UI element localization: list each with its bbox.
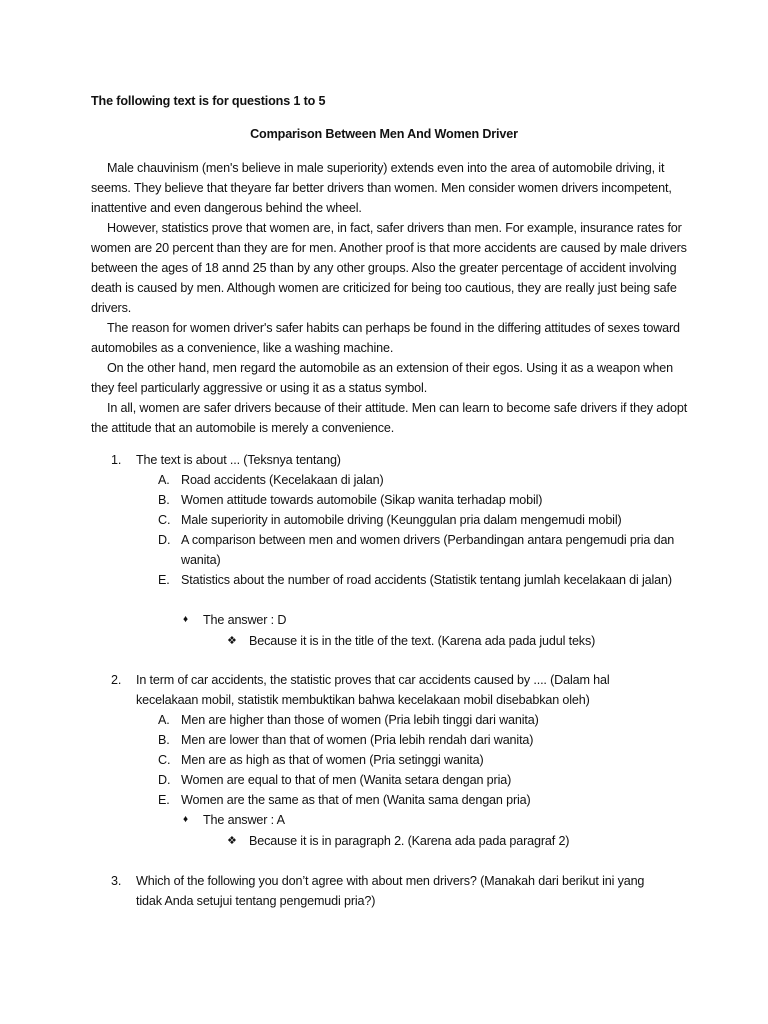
option-letter: E. bbox=[158, 573, 170, 587]
option-text: Women are equal to that of men (Wanita setara dengan pria) bbox=[181, 773, 512, 787]
question-text: The text is about ... (Teksnya tentang) bbox=[136, 453, 341, 467]
question-text: In term of car accidents, the statistic proves that car accidents caused by .... (Dalam hal kecelakaan mobil, statistik membuktikan bahwa kecelakaan mobil disebabkan oleh) bbox=[136, 673, 610, 707]
option-letter: E. bbox=[158, 793, 170, 807]
option-letter: B. bbox=[158, 493, 170, 507]
option-letter: D. bbox=[158, 773, 171, 787]
paragraph-text: Male chauvinism (men's believe in male superiority) extends even into the area of automobile driving, it seems. They believe that theyare far better drivers than women. Men consider women drivers incompetent, inattentive and even dangerous behind the wheel. bbox=[91, 161, 672, 215]
option-letter: C. bbox=[158, 513, 171, 527]
option-text: Men are lower than that of women (Pria lebih rendah dari wanita) bbox=[181, 733, 534, 747]
option-text: Men are as high as that of women (Pria setinggi wanita) bbox=[181, 753, 484, 767]
option-text: Women are the same as that of men (Wanita sama dengan pria) bbox=[181, 793, 531, 807]
question-number: 2. bbox=[111, 673, 122, 687]
question-text: Which of the following you don’t agree with about men drivers? (Manakah dari berikut ini yang tidak Anda setujui tentang pengemudi pria?) bbox=[136, 874, 645, 908]
paragraph-3 bbox=[91, 318, 691, 358]
reason-text: Because it is in the title of the text. (Karena ada pada judul teks) bbox=[249, 634, 596, 648]
intro-heading: The following text is for questions 1 to 5 bbox=[91, 94, 326, 108]
paragraph-2 bbox=[91, 218, 691, 318]
option-text: Road accidents (Kecelakaan di jalan) bbox=[181, 473, 384, 487]
option-letter: B. bbox=[158, 733, 170, 747]
paragraph-text: The reason for women driver's safer habits can perhaps be found in the differing attitudes of sexes toward automobiles as a convenience, like a washing machine. bbox=[91, 321, 680, 355]
four-diamond-icon: ❖ bbox=[227, 835, 237, 847]
option-text: Men are higher than those of women (Pria lebih tinggi dari wanita) bbox=[181, 713, 539, 727]
paragraph-text: On the other hand, men regard the automobile as an extension of their egos. Using it as a weapon when they feel particularly aggressive or using it as a status symbol. bbox=[91, 361, 673, 395]
diamond-icon: ♦ bbox=[183, 814, 188, 825]
question-number: 1. bbox=[111, 453, 122, 467]
answer-text: The answer : A bbox=[203, 813, 285, 827]
paragraph-4 bbox=[91, 358, 691, 398]
paragraph-5 bbox=[91, 398, 691, 438]
option-letter: A. bbox=[158, 713, 170, 727]
page-title: Comparison Between Men And Women Driver bbox=[250, 127, 518, 141]
option-letter: C. bbox=[158, 753, 171, 767]
paragraph-text: However, statistics prove that women are, in fact, safer drivers than men. For example, insurance rates for women are 20 percent than they are for men. Another proof is that more accidents are caused by male drivers between the ages of 18 annd 25 than by any other groups. Also the greater percentage of accident involving death is caused by men. Although women are criticized for being too cautious, they are really just being safe drivers. bbox=[91, 221, 687, 315]
question-number: 3. bbox=[111, 874, 122, 888]
option-text: Women attitude towards automobile (Sikap wanita terhadap mobil) bbox=[181, 493, 543, 507]
answer-text: The answer : D bbox=[203, 613, 287, 627]
paragraph-text: In all, women are safer drivers because of their attitude. Men can learn to become safe drivers if they adopt the attitude that an automobile is merely a convenience. bbox=[91, 401, 688, 435]
option-letter: A. bbox=[158, 473, 170, 487]
diamond-icon: ♦ bbox=[183, 614, 188, 625]
four-diamond-icon: ❖ bbox=[227, 635, 237, 647]
option-text: Male superiority in automobile driving (Keunggulan pria dalam mengemudi mobil) bbox=[181, 513, 622, 527]
option-letter: D. bbox=[158, 533, 171, 547]
paragraph-1 bbox=[91, 158, 691, 218]
option-text: A comparison between men and women drivers (Perbandingan antara pengemudi pria dan wanita) bbox=[181, 533, 675, 567]
option-text: Statistics about the number of road accidents (Statistik tentang jumlah kecelakaan di jalan) bbox=[181, 573, 672, 587]
reason-text: Because it is in paragraph 2. (Karena ada pada paragraf 2) bbox=[249, 834, 570, 848]
